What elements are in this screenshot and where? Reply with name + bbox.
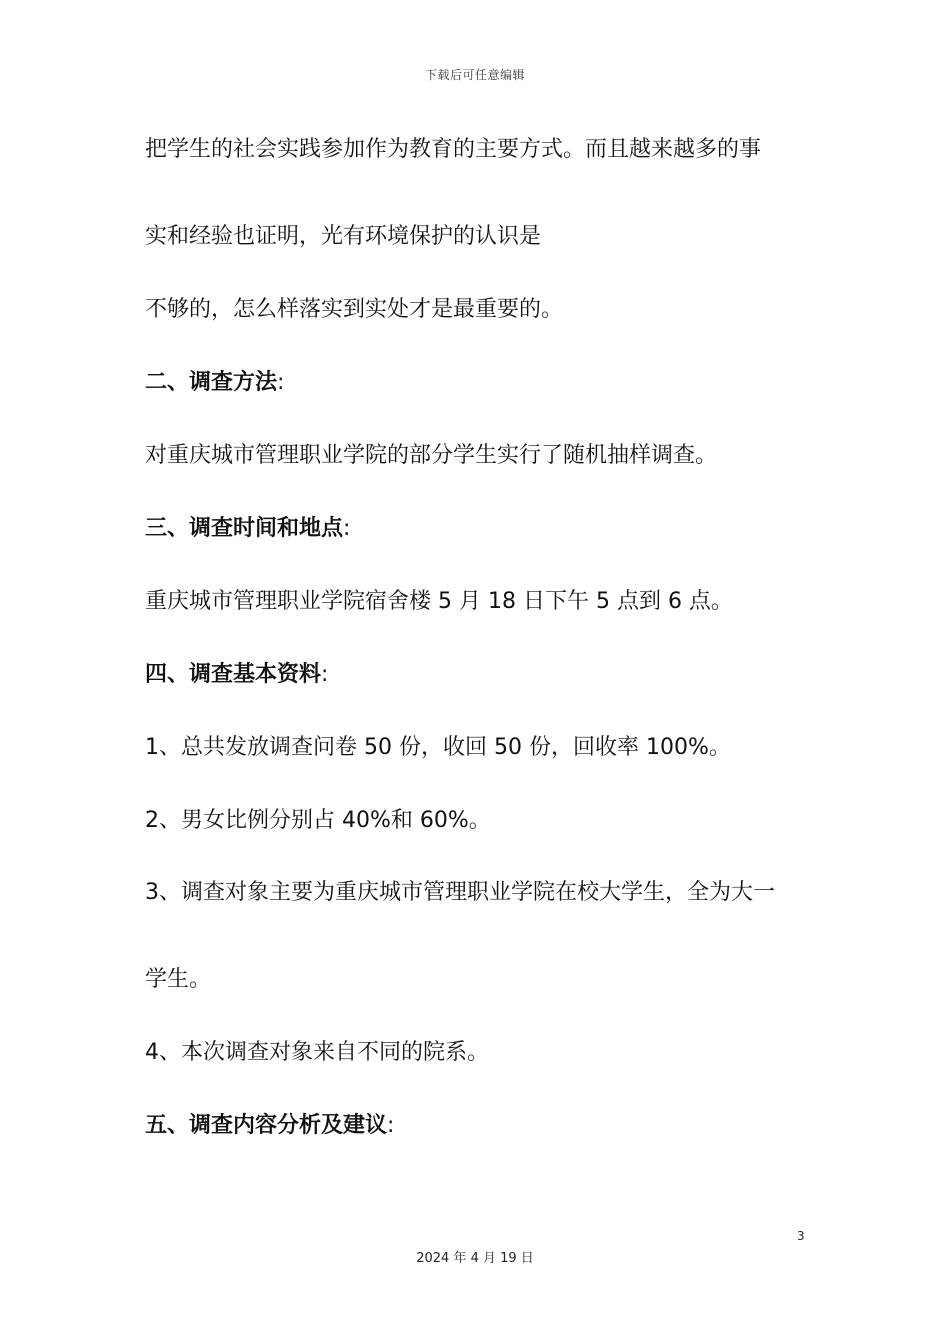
heading-colon: : — [321, 662, 329, 687]
paragraph-line: 重庆城市管理职业学院宿舍楼 5 月 18 日下午 5 点到 6 点。 — [145, 589, 733, 614]
section-heading-method — [145, 368, 284, 398]
heading-colon: : — [343, 516, 351, 541]
section-heading-analysis — [145, 1111, 394, 1141]
list-item: 1、总共发放调查问卷 50 份，收回 50 份，回收率 100%。 — [145, 735, 731, 760]
list-item: 4、本次调查对象来自不同的院系。 — [145, 1040, 489, 1065]
page-header: 下载后可任意编辑 — [424, 68, 525, 82]
paragraph-line: 实和经验也证明，光有环境保护的认识是 — [145, 224, 542, 249]
list-item-continuation: 学生。 — [145, 967, 212, 992]
paragraph-line: 对重庆城市管理职业学院的部分学生实行了随机抽样调查。 — [145, 443, 718, 468]
heading-colon: : — [277, 370, 285, 395]
section-heading-text: 二、调查方法 — [145, 370, 278, 395]
section-heading-text: 五、调查内容分析及建议 — [145, 1113, 388, 1138]
heading-colon: : — [387, 1113, 395, 1138]
list-item: 3、调查对象主要为重庆城市管理职业学院在校大学生，全为大一 — [145, 880, 775, 905]
paragraph-line: 把学生的社会实践参加作为教育的主要方式。而且越来越多的事 — [145, 137, 762, 162]
section-heading-text: 三、调查时间和地点 — [145, 516, 344, 541]
page-number: 3 — [797, 1229, 805, 1243]
section-heading-basic-info — [145, 660, 328, 690]
section-heading-time-place — [145, 514, 350, 544]
paragraph-line: 不够的，怎么样落实到实处才是最重要的。 — [145, 297, 564, 322]
list-item: 2、男女比例分别占 40%和 60%。 — [145, 808, 491, 833]
footer-date: 2024 年 4 月 19 日 — [416, 1251, 534, 1266]
section-heading-text: 四、调查基本资料 — [145, 662, 322, 687]
